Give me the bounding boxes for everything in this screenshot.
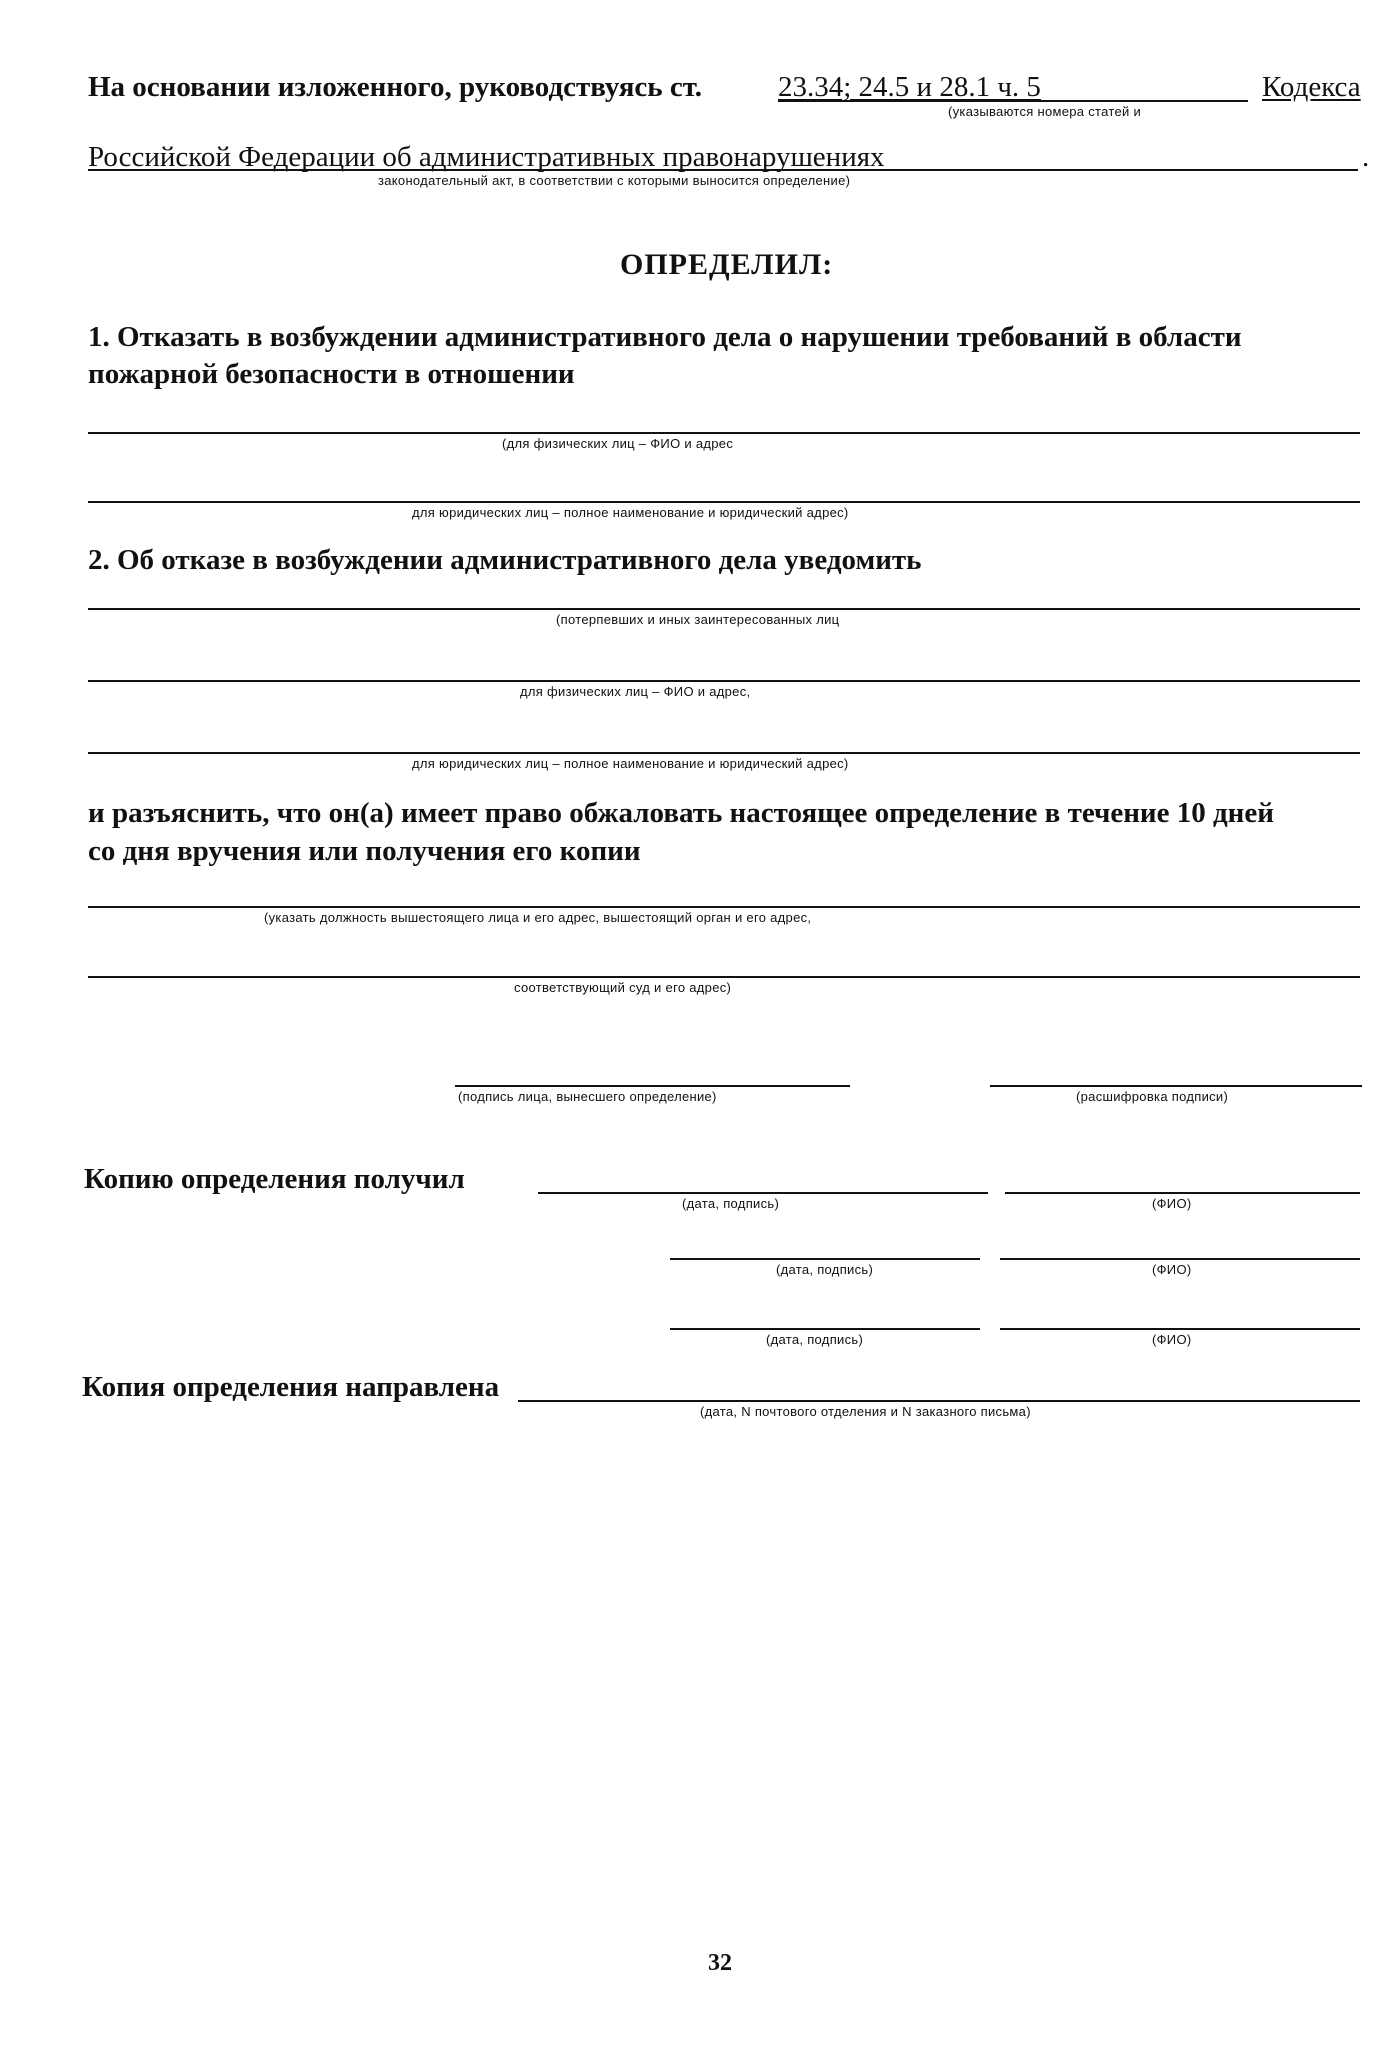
received-fio-field-1[interactable] [1005, 1192, 1360, 1194]
received-fio-caption-2: (ФИО) [1152, 1262, 1192, 1277]
articles-caption: (указываются номера статей и [948, 104, 1142, 119]
item2-caption1: (потерпевших и иных заинтересованных лиц [556, 612, 840, 627]
received-fio-caption-1: (ФИО) [1152, 1196, 1192, 1211]
explain-line1: и разъяснить, что он(а) имеет право обжаловать настоящее определение в течение 10 дней [88, 797, 1274, 829]
item1-caption1: (для физических лиц – ФИО и адрес [502, 436, 734, 451]
signature-decode-caption: (расшифровка подписи) [1076, 1089, 1229, 1104]
signature-caption: (подпись лица, вынесшего определение) [458, 1089, 717, 1104]
law-caption: законодательный акт, в соответствии с которыми выносится определение) [378, 173, 851, 188]
sent-caption: (дата, N почтового отделения и N заказного письма) [700, 1404, 1031, 1419]
law-name-end: . [1362, 141, 1370, 173]
item1-line1: 1. Отказать в возбуждении административного дела о нарушении требований в области [88, 321, 1242, 353]
articles-underline [778, 100, 1248, 102]
item1-line2: пожарной безопасности в отношении [88, 358, 575, 390]
item2-caption2: для физических лиц – ФИО и адрес, [520, 684, 751, 699]
appeal-caption2: соответствующий суд и его адрес) [514, 980, 732, 995]
item2-field3[interactable] [88, 752, 1360, 754]
document-title: ОПРЕДЕЛИЛ: [620, 248, 834, 281]
item2-line: 2. Об отказе в возбуждении административного дела уведомить [88, 544, 922, 576]
received-fio-field-2[interactable] [1000, 1258, 1360, 1260]
articles-field: 23.34; 24.5 и 28.1 ч. 5 [778, 71, 1041, 103]
signature-field[interactable] [455, 1085, 850, 1087]
received-date-field-1[interactable] [538, 1192, 988, 1194]
appeal-caption1: (указать должность вышестоящего лица и его адрес, вышестоящий орган и его адрес, [264, 910, 812, 925]
sent-field[interactable] [518, 1400, 1360, 1402]
item1-caption2: для юридических лиц – полное наименование и юридический адрес) [412, 505, 849, 520]
received-date-caption-1: (дата, подпись) [682, 1196, 780, 1211]
received-date-field-3[interactable] [670, 1328, 980, 1330]
codex-word: Кодекса [1262, 71, 1361, 103]
item1-field2[interactable] [88, 501, 1360, 503]
received-fio-caption-3: (ФИО) [1152, 1332, 1192, 1347]
item2-field1[interactable] [88, 608, 1360, 610]
appeal-field2[interactable] [88, 976, 1360, 978]
item2-caption3: для юридических лиц – полное наименование и юридический адрес) [412, 756, 849, 771]
item2-field2[interactable] [88, 680, 1360, 682]
received-date-caption-2: (дата, подпись) [776, 1262, 874, 1277]
law-name-underline [88, 169, 1358, 171]
received-fio-field-3[interactable] [1000, 1328, 1360, 1330]
received-label: Копию определения получил [84, 1163, 465, 1195]
basis-prefix: На основании изложенного, руководствуясь ст. [88, 71, 703, 103]
signature-decode-field[interactable] [990, 1085, 1362, 1087]
received-date-caption-3: (дата, подпись) [766, 1332, 864, 1347]
page-number: 32 [708, 1950, 732, 1976]
explain-line2: со дня вручения или получения его копии [88, 835, 641, 867]
sent-label: Копия определения направлена [82, 1371, 500, 1403]
item1-field1[interactable] [88, 432, 1360, 434]
appeal-field1[interactable] [88, 906, 1360, 908]
received-date-field-2[interactable] [670, 1258, 980, 1260]
law-name-field: Российской Федерации об административных правонарушениях [88, 141, 885, 173]
